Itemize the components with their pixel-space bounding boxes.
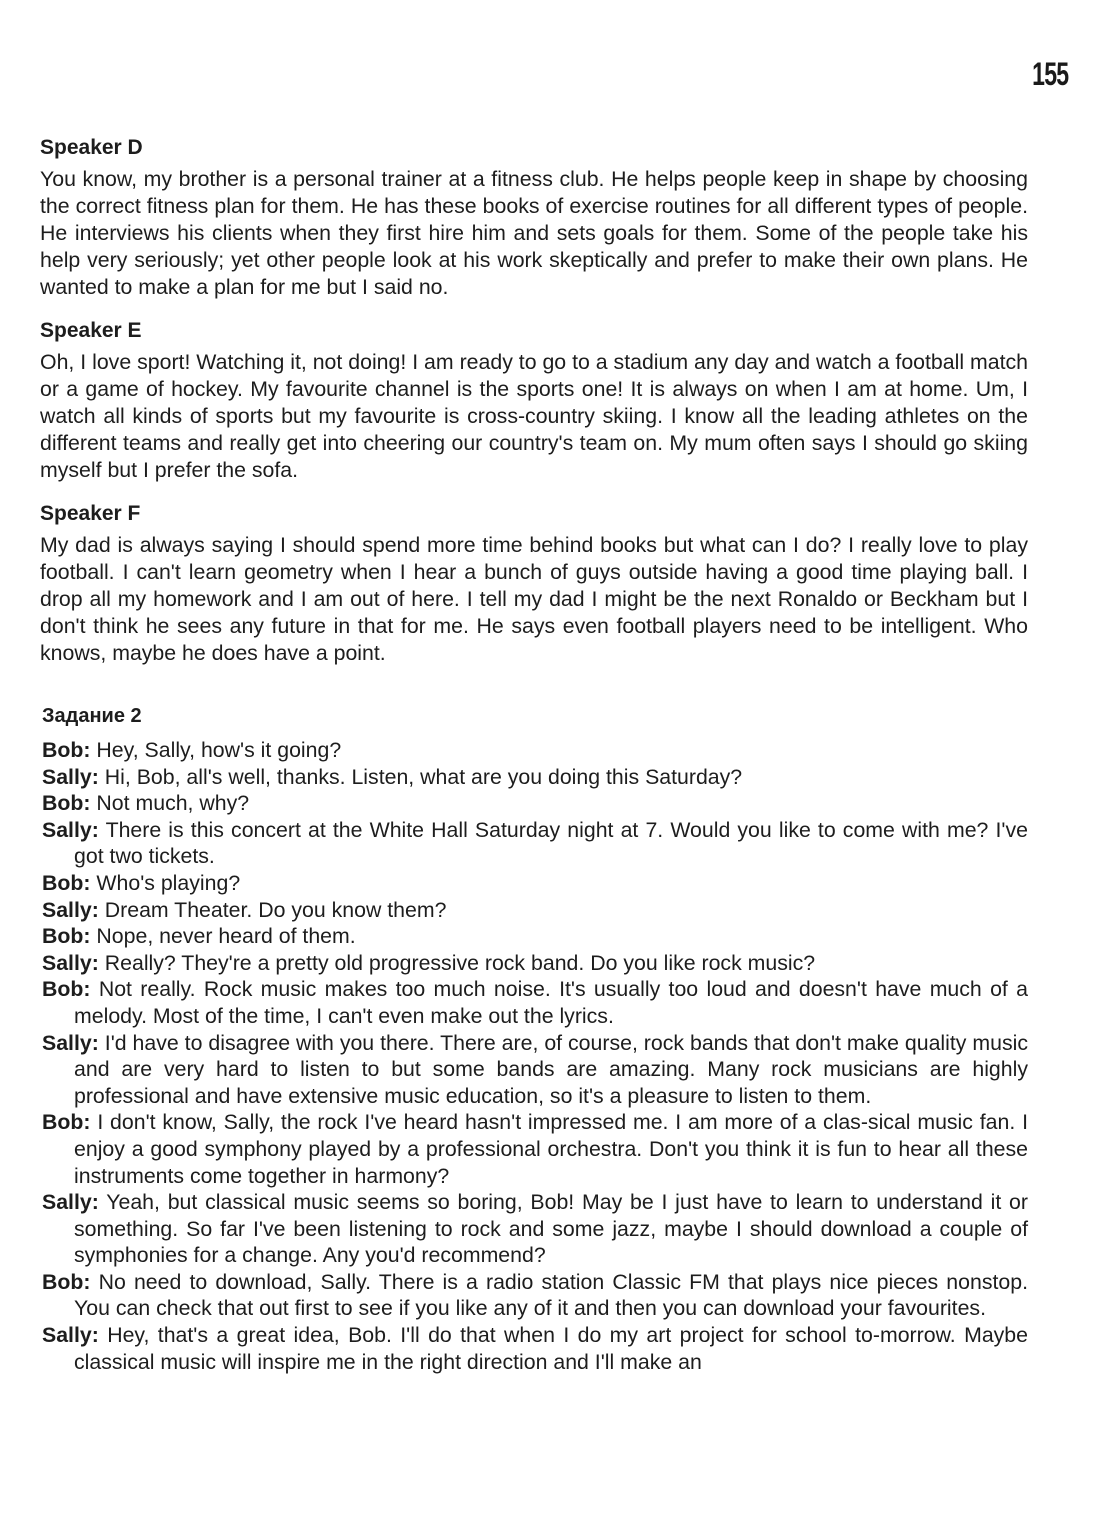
dialogue-speaker: Bob : — [42, 871, 91, 895]
dialogue-speaker: Bob : — [42, 924, 91, 948]
dialogue-speaker: Bob : — [42, 791, 91, 815]
speaker-f-section — [40, 500, 1028, 667]
dialogue-line — [42, 737, 1028, 764]
dialogue-speaker: Bob : — [42, 738, 91, 762]
speaker-e-section — [40, 317, 1028, 484]
speaker-text: My dad is always saying I should spend more time behind books but what can I do? I really love to play football. I can't learn geometry when I hear a bunch of guys outside having a good time playing ball. I drop all my homework and I am out of here. I tell my dad I might be the next Ronaldo or Beckham but I don't think he sees any future in that for me. He says even football players need to be intelligent. Who knows, maybe he does have a point. — [40, 533, 1028, 665]
dialogue-line — [42, 976, 1028, 1029]
dialogue-text: No need to download, Sally. There is a radio station Classic FM that plays nice pieces nonstop. You can check that out first to see if you like any of it and then you can download your favourites. — [74, 1269, 1028, 1321]
dialogue-text: Not much, why? — [96, 791, 250, 816]
dialogue-line — [42, 790, 1028, 817]
dialogue-text: Hey, Sally, how's it going? — [96, 738, 342, 762]
speaker-text: Oh, I love sport! Watching it, not doing! I am ready to go to a stadium any day and watch a football match or a game of hockey. My favourite channel is the sports one! It is always on when I am at home. Um, I watch all kinds of sports but my favourite is cross-country skiing. I know all the leading athletes on the different teams and really get into cheering our country's team on. My mum often says I should go skiing myself but I prefer the sofa. — [40, 350, 1028, 482]
dialogue-text: There is this concert at the White Hall Saturday night at 7. Would you like to come with me? I've got two tickets. — [74, 817, 1028, 869]
dialogue-line — [42, 897, 1028, 924]
dialogue-text: Who's playing? — [96, 870, 241, 895]
speaker-text: You know, my brother is a personal trainer at a fitness club. He helps people keep in shape by choosing the correct fitness plan for them. He has these books of exercise routines for all different types of people. He interviews his clients when they first hire him and sets goals for them. Some of the people take his help very seriously; yet other people look at his work skeptically and prefer to make their own plans. He wanted to make a plan for me but I said no. — [40, 167, 1028, 299]
page-number: 155 — [1031, 56, 1068, 92]
dialogue-line — [42, 1269, 1028, 1322]
dialogue — [40, 737, 1028, 1375]
dialogue-line — [42, 923, 1028, 950]
dialogue-line — [42, 1109, 1028, 1189]
dialogue-line — [42, 1189, 1028, 1269]
dialogue-line — [42, 817, 1028, 870]
dialogue-line — [42, 1030, 1028, 1110]
page-content — [40, 134, 1028, 1375]
dialogue-line — [42, 1322, 1028, 1375]
dialogue-text: Really? They're a pretty old progressive rock band. Do you like rock music? — [104, 950, 816, 975]
dialogue-speaker: Sally : — [42, 818, 99, 842]
dialogue-speaker: Sally : — [42, 1323, 99, 1347]
dialogue-speaker: Sally : — [42, 1031, 99, 1055]
dialogue-speaker: Sally : — [42, 951, 99, 975]
dialogue-speaker: Sally : — [42, 898, 99, 922]
dialogue-line — [42, 950, 1028, 977]
speaker-d-section — [40, 134, 1028, 301]
dialogue-speaker: Sally : — [42, 1190, 99, 1214]
dialogue-text: Dream Theater. Do you know them? — [104, 897, 447, 922]
dialogue-speaker: Bob : — [42, 1110, 91, 1134]
dialogue-text: Hey, that's a great idea, Bob. I'll do that when I do my art project for school to-morrow. Maybe classical music will inspire me in the right direction and I'll make an — [74, 1323, 1028, 1374]
dialogue-speaker: Sally : — [42, 765, 99, 789]
dialogue-text: Yeah, but classical music seems so boring, Bob! May be I just have to learn to understand it or something. So far I've been listening to rock and some jazz, maybe I should download a couple of symphonies for a change. Any you'd recommend? — [74, 1190, 1028, 1268]
speaker-heading: Speaker F — [40, 502, 141, 525]
dialogue-text: I don't know, Sally, the rock I've heard hasn't impressed me. I am more of a clas-sical music fan. I enjoy a good symphony played by a professional orchestra. Don't you think it is fun to hear all these instruments come together in harmony? — [74, 1110, 1028, 1188]
dialogue-line — [42, 764, 1028, 791]
dialogue-text: I'd have to disagree with you there. There are, of course, rock bands that don't make quality music and are very hard to listen to but some bands are amazing. Many rock musicians are highly professional and have extensive music education, so it's a pleasure to listen to them. — [74, 1030, 1028, 1108]
task-heading: Задание 2 — [42, 705, 142, 727]
dialogue-text: Not really. Rock music makes too much noise. It's usually too loud and doesn't have much of a melody. Most of the time, I can't even make out the lyrics. — [74, 977, 1029, 1028]
dialogue-line — [42, 870, 1028, 897]
dialogue-text: Nope, never heard of them. — [96, 924, 356, 949]
speaker-heading: Speaker D — [40, 136, 143, 159]
dialogue-speaker: Bob : — [42, 1270, 91, 1294]
speaker-heading: Speaker E — [40, 319, 142, 342]
dialogue-text: Hi, Bob, all's well, thanks. Listen, what are you doing this Saturday? — [104, 764, 743, 789]
dialogue-speaker: Bob : — [42, 977, 91, 1001]
